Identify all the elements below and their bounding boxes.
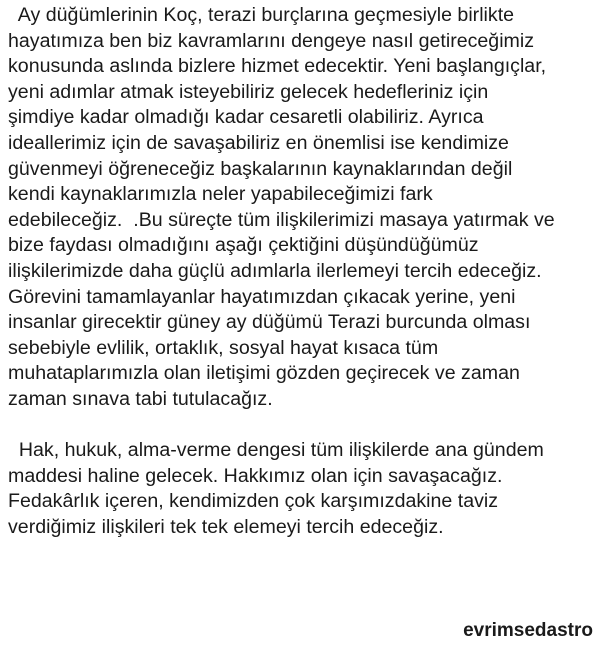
text-line: verdiğimiz ilişkileri tek tek elemeyi tercih edeceğiz. xyxy=(8,515,444,538)
text-line: muhataplarımızla olan iletişimi gözden geçirecek ve zaman xyxy=(8,362,520,385)
text-line: Fedakârlık içeren, kendimizden çok karşımızdakine taviz xyxy=(8,490,499,513)
paragraph-gap xyxy=(8,413,600,439)
text-line: şimdiye kadar olmadığı kadar cesaretli olabiliriz. Ayrıca xyxy=(8,106,484,129)
paragraph-2 xyxy=(8,438,600,540)
text-line: hayatımıza ben biz kavramlarını dengeye nasıl getireceğimiz xyxy=(8,29,535,52)
text-line: ilişkilerimizde daha güçlü adımlarla ilerlemeyi tercih edeceğiz. xyxy=(8,259,542,282)
text-line: edebileceğiz. .Bu süreçte tüm ilişkilerimizi masaya yatırmak ve xyxy=(8,208,555,231)
text-line: ideallerimiz için de savaşabiliriz en önemlisi ise kendimize xyxy=(8,131,509,154)
text-line: zaman sınava tabi tutulacağız. xyxy=(8,387,273,410)
paragraph-1 xyxy=(8,3,600,413)
text-line: Ay düğümlerinin Koç, terazi burçlarına geçmesiyle birlikte xyxy=(8,4,515,26)
text-line: insanlar girecektir güney ay düğümü Terazi burcunda olması xyxy=(8,311,531,334)
text-line: Hak, hukuk, alma-verme dengesi tüm ilişkilerde ana gündem xyxy=(8,439,544,462)
text-line: yeni adımlar atmak isteyebiliriz gelecek hedefleriniz için xyxy=(8,80,489,103)
text-line: sebebiyle evlilik, ortaklık, sosyal hayat kısaca tüm xyxy=(8,336,439,359)
text-line: güvenmeyi öğreneceğiz başkalarının kaynaklarından değil xyxy=(8,157,513,180)
text-line: bize faydası olmadığını aşağı çektiğini düşündüğümüz xyxy=(8,234,479,257)
text-line: kendi kaynaklarımızla neler yapabileceğimizi fark xyxy=(8,183,433,206)
text-line: Görevini tamamlayanlar hayatımızdan çıkacak yerine, yeni xyxy=(8,285,516,308)
document-body xyxy=(8,3,600,540)
text-line: maddesi haline gelecek. Hakkımız olan için savaşacağız. xyxy=(8,464,503,487)
text-line: konusunda aslında bizlere hizmet edecektir. Yeni başlangıçlar, xyxy=(8,55,547,78)
author-signature: evrimsedastro xyxy=(463,620,593,641)
